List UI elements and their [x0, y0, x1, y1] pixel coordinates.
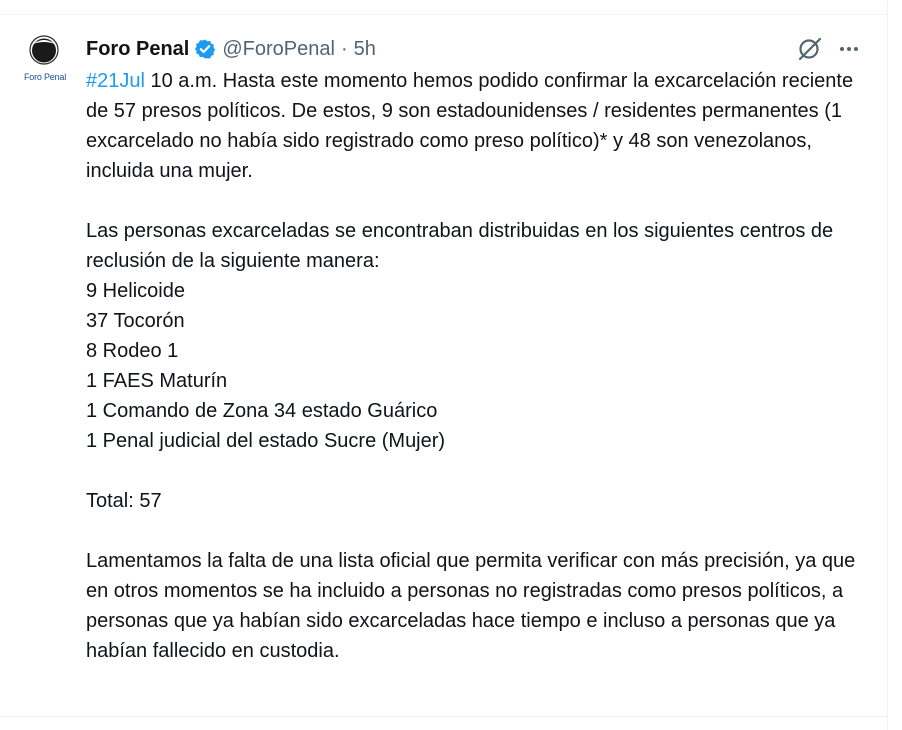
center-item: 9 Helicoide — [86, 280, 185, 302]
avatar[interactable] — [18, 34, 72, 84]
right-divider — [887, 0, 888, 730]
closing-paragraph: Lamentamos la falta de una lista oficial que permita verificar con más precisión, ya que en otros momentos se ha incluido a personas no registradas como presos políticos, a personas que ya habían sido excarceladas hace tiempo e incluso a personas que ya habían fallecido en custodia. — [86, 550, 856, 662]
center-item: 37 Tocorón — [86, 310, 185, 332]
post-intro — [86, 66, 866, 186]
center-item: 1 Penal judicial del estado Sucre (Mujer) — [86, 430, 446, 452]
separator-dot: · — [340, 37, 348, 60]
bottom-divider — [0, 716, 888, 717]
foro-penal-logo-icon — [28, 34, 60, 70]
center-item: 8 Rodeo 1 — [86, 340, 179, 362]
verified-badge-icon[interactable] — [194, 38, 216, 60]
post-header — [86, 36, 376, 62]
more-options-icon[interactable] — [836, 36, 862, 62]
center-item: 1 Comando de Zona 34 estado Guárico — [86, 400, 438, 422]
avatar-label: Foro Penal — [23, 72, 67, 82]
post-text — [86, 66, 866, 666]
display-name[interactable]: Foro Penal — [86, 37, 190, 60]
hashtag-link[interactable]: #21Jul — [86, 70, 145, 92]
intro-text: 10 a.m. Hasta este momento hemos podido confirmar la excarcelación reciente de 57 presos políticos. De estos, 9 son estadounidenses / residentes permanentes (1 excarcelado no había sido registrado como preso político)* y 48 son venezolanos, incluida una mujer. — [86, 70, 854, 182]
grok-icon[interactable] — [797, 36, 823, 62]
centers-intro: Las personas excarceladas se encontraban distribuidas en los siguientes centros de reclusión de la siguiente manera: — [86, 220, 834, 272]
total-line: Total: 57 — [86, 490, 162, 512]
user-handle[interactable]: @ForoPenal — [222, 37, 335, 60]
top-divider — [0, 14, 888, 15]
center-item: 1 FAES Maturín — [86, 370, 228, 392]
post-time[interactable]: 5h — [353, 37, 376, 60]
